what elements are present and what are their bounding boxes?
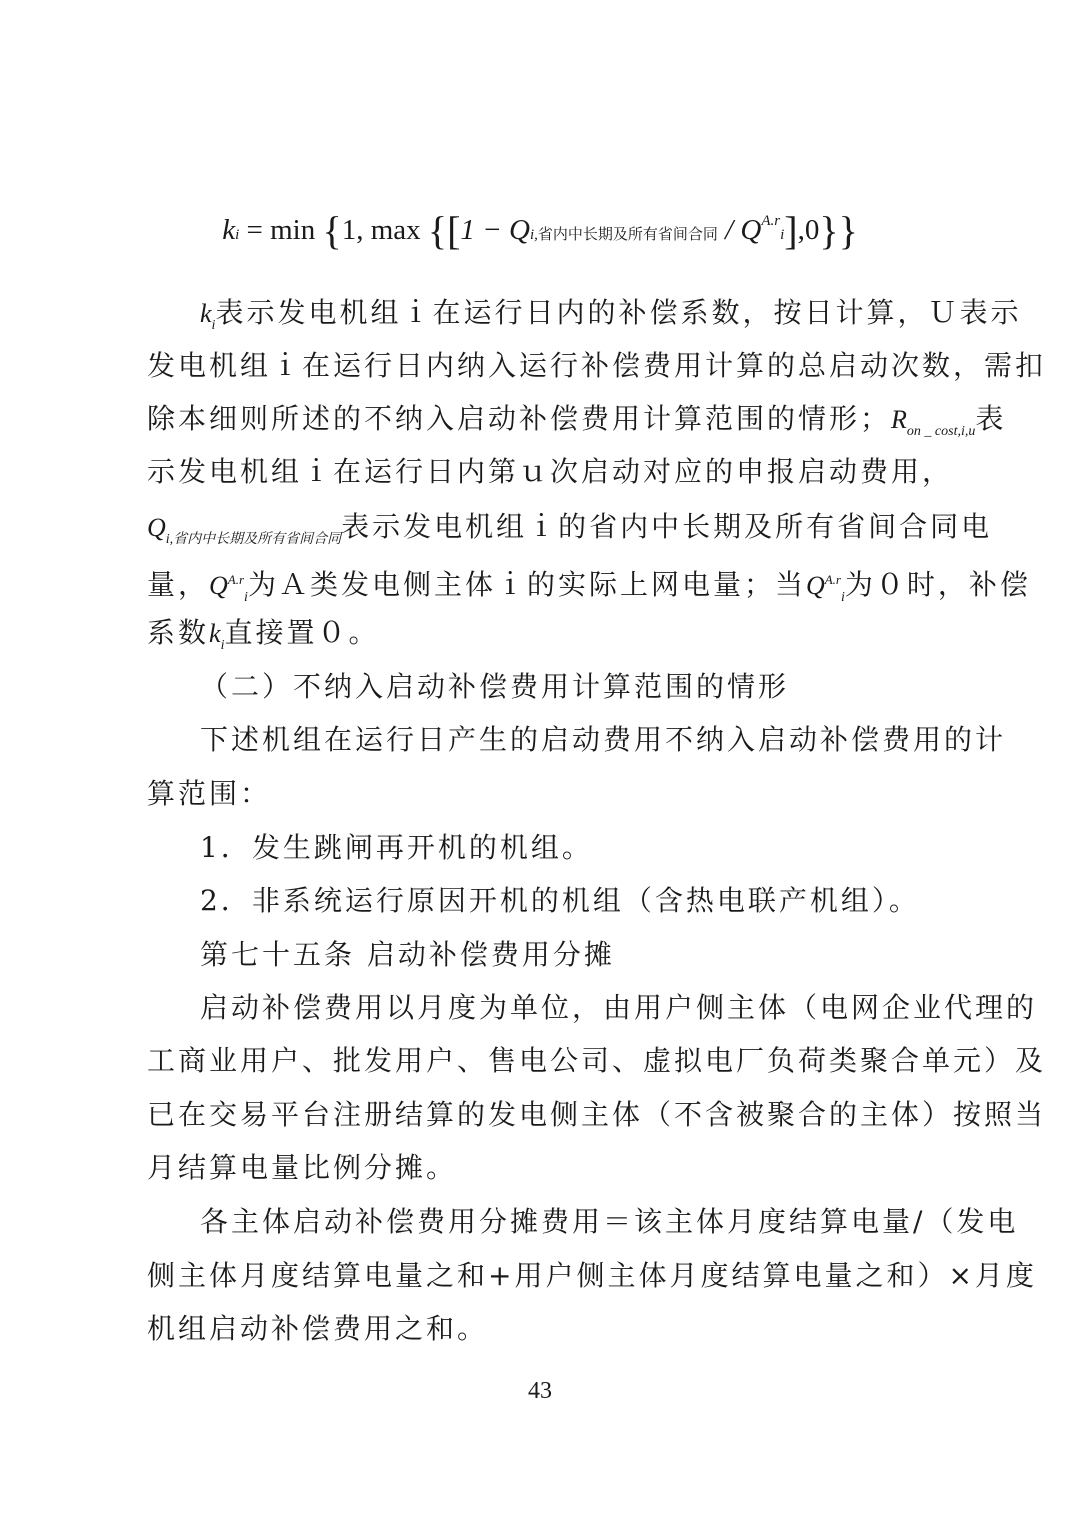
list-item-2: 2．非系统运行原因开机的机组（含热电联产机组）。 bbox=[200, 884, 920, 917]
compensation-coefficient-formula bbox=[0, 196, 1080, 260]
para1-line2: 发电机组ｉ在运行日内纳入运行补偿费用计算的总启动次数，需扣 bbox=[147, 349, 1047, 382]
formula-bracket-open: [ bbox=[447, 208, 461, 253]
symbol-k-sub: i bbox=[211, 318, 216, 333]
symbol-r-sub: on _ cost,i,u bbox=[906, 424, 976, 439]
formula-q-sub-i: i, bbox=[529, 227, 538, 243]
para1-line6-mid: 为Ａ类发电侧主体ｉ的实际上网电量；当 bbox=[247, 568, 806, 601]
para1-line7-end: 直接置０。 bbox=[224, 616, 380, 649]
para3-line4: 月结算电量比例分摊。 bbox=[147, 1151, 458, 1184]
symbol-q-actual-2: Q bbox=[805, 571, 825, 600]
para1-line1 bbox=[200, 293, 1022, 333]
symbol-q-sub: i,省内中长期及所有省间合同 bbox=[165, 532, 342, 547]
list-item-1: 1．发生跳闸再开机的机组。 bbox=[200, 831, 593, 864]
symbol-q-actual-sup: A.r bbox=[227, 572, 245, 587]
article-heading: 第七十五条 启动补偿费用分摊 bbox=[200, 938, 615, 971]
para1-line7 bbox=[147, 613, 947, 653]
symbol-q-actual-2-sup: A.r bbox=[824, 572, 841, 587]
formula-brace-open-1: { bbox=[322, 208, 342, 253]
formula-k: k bbox=[222, 214, 236, 246]
formula-brace-close: }} bbox=[819, 208, 858, 253]
formula-slash-q: / Q bbox=[717, 214, 762, 246]
para3-line3: 已在交易平台注册结算的发电侧主体（不含被聚合的主体）按照当 bbox=[147, 1098, 1047, 1131]
formula-one-minus-q: 1 − Q bbox=[460, 214, 530, 246]
formula-bracket-close: ] bbox=[784, 208, 798, 253]
para1-line3-text: 除本细则所述的不纳入启动补偿费用计算范围的情形； bbox=[147, 402, 892, 435]
formula-min: = min bbox=[239, 214, 316, 246]
para1-line4: 示发电机组ｉ在运行日内第ｕ次启动对应的申报启动费用， bbox=[147, 455, 954, 488]
para1-text: 表示发电机组ｉ在运行日内的补偿系数，按日计算，Ｕ表示 bbox=[215, 296, 1022, 329]
para3-line2: 工商业用户、批发用户、售电公司、虚拟电厂负荷类聚合单元）及 bbox=[147, 1044, 1047, 1077]
formula-k-sub: i bbox=[235, 227, 240, 243]
para1-line7-start: 系数 bbox=[147, 616, 210, 649]
formula-q-sub: i bbox=[780, 227, 785, 243]
formula-q-sub-text: 省内中长期及所有省间合同 bbox=[537, 227, 718, 243]
symbol-k-2: k bbox=[209, 619, 221, 648]
para1-line6-end: 为０时，补偿 bbox=[844, 568, 1031, 601]
formula-brace-open-2: { bbox=[427, 208, 448, 253]
para1-line3 bbox=[147, 399, 1007, 439]
para1-line3-end: 表 bbox=[975, 402, 1007, 435]
symbol-q: Q bbox=[147, 513, 166, 542]
symbol-q-actual-2-sub: i bbox=[840, 590, 845, 605]
para2-line1: 下述机组在运行日产生的启动费用不纳入启动补偿费用的计 bbox=[200, 723, 1007, 756]
page-number: 43 bbox=[528, 1378, 552, 1404]
para3-line1: 启动补偿费用以月度为单位，由用户侧主体（电网企业代理的 bbox=[200, 991, 1038, 1024]
para1-line5 bbox=[147, 507, 993, 547]
symbol-r: R bbox=[891, 405, 907, 434]
para4-line1: 各主体启动补偿费用分摊费用＝该主体月度结算电量/（发电 bbox=[200, 1205, 1019, 1238]
symbol-k: k bbox=[200, 299, 212, 328]
symbol-k-2-sub: i bbox=[220, 638, 225, 653]
symbol-q-actual-sub: i bbox=[244, 590, 248, 605]
para1-line6 bbox=[147, 560, 1031, 605]
formula-max: 1, max bbox=[341, 214, 421, 246]
para4-line3: 机组启动补偿费用之和。 bbox=[147, 1312, 489, 1345]
para1-line5-text: 表示发电机组ｉ的省内中长期及所有省间合同电 bbox=[341, 510, 993, 543]
symbol-q-actual: Q bbox=[209, 571, 228, 600]
formula-q-sup: A.r bbox=[761, 213, 781, 229]
section-heading: （二）不纳入启动补偿费用计算范围的情形 bbox=[200, 670, 790, 703]
para1-line6-start: 量， bbox=[147, 568, 210, 601]
para4-line2: 侧主体月度结算电量之和+用户侧主体月度结算电量之和）×月度 bbox=[147, 1259, 1037, 1292]
para2-line2: 算范围： bbox=[147, 777, 272, 810]
formula-zero: ,0 bbox=[797, 214, 820, 246]
